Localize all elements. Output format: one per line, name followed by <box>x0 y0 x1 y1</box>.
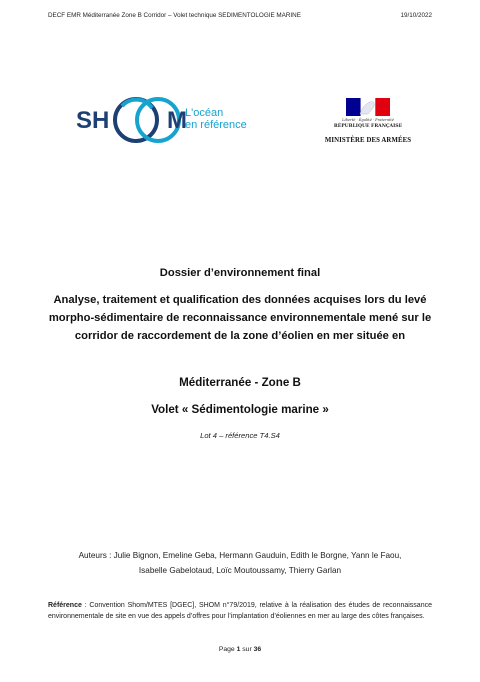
shom-logo-sh: SH <box>76 107 110 134</box>
header-date: 19/10/2022 <box>400 12 432 19</box>
document-subtitle: Analyse, traitement et qualification des données acquises lors du levé morpho-sédimentaire de reconnaissance environnementale mené sur le corridor de raccordement de la zone d’éolien en mer située en <box>48 294 432 342</box>
shom-tagline <box>185 107 247 131</box>
header-title: DECF EMR Méditerranée Zone B Corridor – Volet technique SEDIMENTOLOGIE MARINE <box>48 12 301 19</box>
footer-of-word: sur <box>242 646 252 653</box>
footer-page-word: Page <box>218 646 235 653</box>
lot-reference: Lot 4 – référence T4.S4 <box>200 431 280 440</box>
authors-line2: Isabelle Gabelotaud, Loïc Moutoussamy, Thierry Garlan <box>138 566 342 575</box>
footer-total-pages: 36 <box>253 646 262 653</box>
shom-tagline-line2: en référence <box>185 119 247 131</box>
ministry-name: MINISTÈRE DES ARMÉES <box>324 137 412 144</box>
reference-label: Référence <box>48 602 82 609</box>
page-header <box>48 12 432 26</box>
footer-page-number: 1 <box>236 646 241 653</box>
zone-title: Méditerranée - Zone B <box>179 376 301 389</box>
marianne-flag-icon <box>346 98 390 116</box>
gov-republic: RÉPUBLIQUE FRANÇAISE <box>333 124 403 129</box>
shom-tagline-line1: L'océan <box>185 107 224 119</box>
gov-motto: Liberté · Égalité · Fraternité <box>342 118 394 122</box>
page-footer <box>0 646 480 653</box>
shom-logo-m: M <box>167 107 187 134</box>
authors-line1: Auteurs : Julie Bignon, Emeline Geba, Hermann Gauduin, Edith le Borgne, Yann le Faou, <box>78 551 402 560</box>
document-title: Dossier d’environnement final <box>159 267 321 279</box>
authors <box>52 548 428 578</box>
volet-title: Volet « Sédimentologie marine » <box>151 403 329 416</box>
reference-paragraph <box>48 601 432 622</box>
reference-text: : Convention Shom/MTES [DGEC], SHOM n°79/2019, relative à la réalisation des études de reconnaissance environnementale de site en vue des appels d’offres pour l’implantation d’éoliennes en mer au large des côtes françaises. <box>48 602 432 620</box>
